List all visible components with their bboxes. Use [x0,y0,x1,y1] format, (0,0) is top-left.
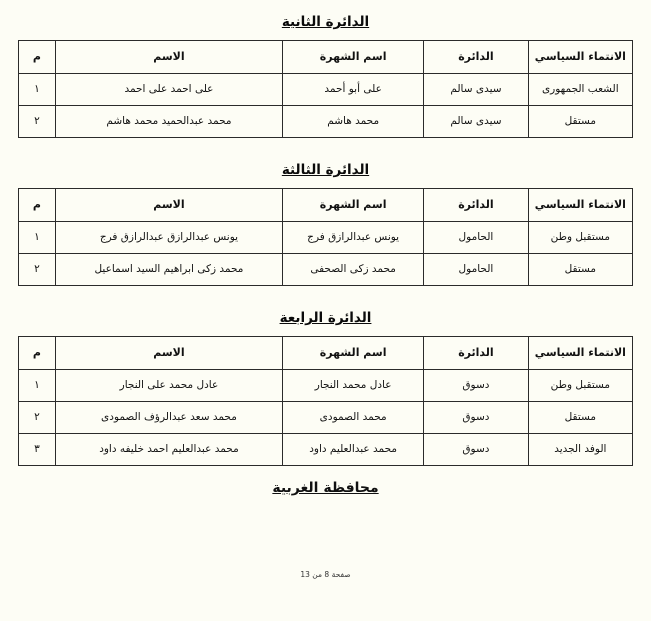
cell-district: الحامول [424,222,528,254]
cell-party: مستقل [528,402,632,434]
candidates-table [18,188,633,286]
table-header-row [19,41,633,74]
cell-district: سيدى سالم [424,106,528,138]
cell-name: محمد زكى ابراهيم السيد اسماعيل [55,254,282,286]
section-title: الدائرة الثانية [281,14,370,30]
column-header-name: الاسم [55,189,282,222]
table-row [19,106,633,138]
table-row [19,74,633,106]
cell-party: مستقل [528,106,632,138]
cell-party: الشعب الجمهورى [528,74,632,106]
cell-index: ٣ [19,434,56,466]
cell-name: على احمد على احمد [55,74,282,106]
cell-name: يونس عبدالرازق عبدالرازق فرج [55,222,282,254]
section-second-district [18,14,633,138]
column-header-district: الدائرة [424,189,528,222]
table-row [19,370,633,402]
table-row [19,222,633,254]
cell-fame-name: على أبو أحمد [283,74,424,106]
table-row [19,254,633,286]
governorate-title: محافظة الغربية [272,480,379,496]
cell-index: ٢ [19,106,56,138]
column-header-party: الانتماء السياسي [528,189,632,222]
table-header-row [19,337,633,370]
table-row [19,434,633,466]
column-header-index: م [19,337,56,370]
cell-district: دسوق [424,434,528,466]
column-header-fame-name: اسم الشهرة [283,337,424,370]
cell-district: دسوق [424,402,528,434]
section-third-district [18,162,633,286]
cell-fame-name: محمد الصمودى [283,402,424,434]
section-spacer [18,292,633,302]
cell-party: الوفد الجديد [528,434,632,466]
cell-party: مستقبل وطن [528,370,632,402]
cell-name: عادل محمد على النجار [55,370,282,402]
cell-district: دسوق [424,370,528,402]
column-header-index: م [19,189,56,222]
column-header-fame-name: اسم الشهرة [283,189,424,222]
cell-index: ١ [19,74,56,106]
candidates-table [18,336,633,466]
column-header-party: الانتماء السياسي [528,337,632,370]
column-header-district: الدائرة [424,41,528,74]
cell-index: ١ [19,370,56,402]
section-fourth-district [18,310,633,466]
column-header-district: الدائرة [424,337,528,370]
cell-index: ٢ [19,402,56,434]
cell-fame-name: عادل محمد النجار [283,370,424,402]
candidates-table [18,40,633,138]
cell-district: سيدى سالم [424,74,528,106]
section-title: الدائرة الثالثة [281,162,370,178]
section-spacer [18,144,633,154]
cell-fame-name: محمد عبدالعليم داود [283,434,424,466]
column-header-name: الاسم [55,41,282,74]
cell-name: محمد سعد عبدالرؤف الصمودى [55,402,282,434]
column-header-name: الاسم [55,337,282,370]
section-title: الدائرة الرابعة [279,310,372,326]
cell-fame-name: يونس عبدالرازق فرج [283,222,424,254]
cell-index: ٢ [19,254,56,286]
cell-fame-name: محمد هاشم [283,106,424,138]
cell-party: مستقل [528,254,632,286]
table-header-row [19,189,633,222]
cell-fame-name: محمد زكى الصحفى [283,254,424,286]
column-header-party: الانتماء السياسي [528,41,632,74]
table-row [19,402,633,434]
cell-name: محمد عبدالعليم احمد خليفه داود [55,434,282,466]
cell-name: محمد عبدالحميد محمد هاشم [55,106,282,138]
column-header-fame-name: اسم الشهرة [283,41,424,74]
column-header-index: م [19,41,56,74]
cell-party: مستقبل وطن [528,222,632,254]
page-footer: صفحة 8 من 13 [300,570,351,579]
cell-index: ١ [19,222,56,254]
cell-district: الحامول [424,254,528,286]
